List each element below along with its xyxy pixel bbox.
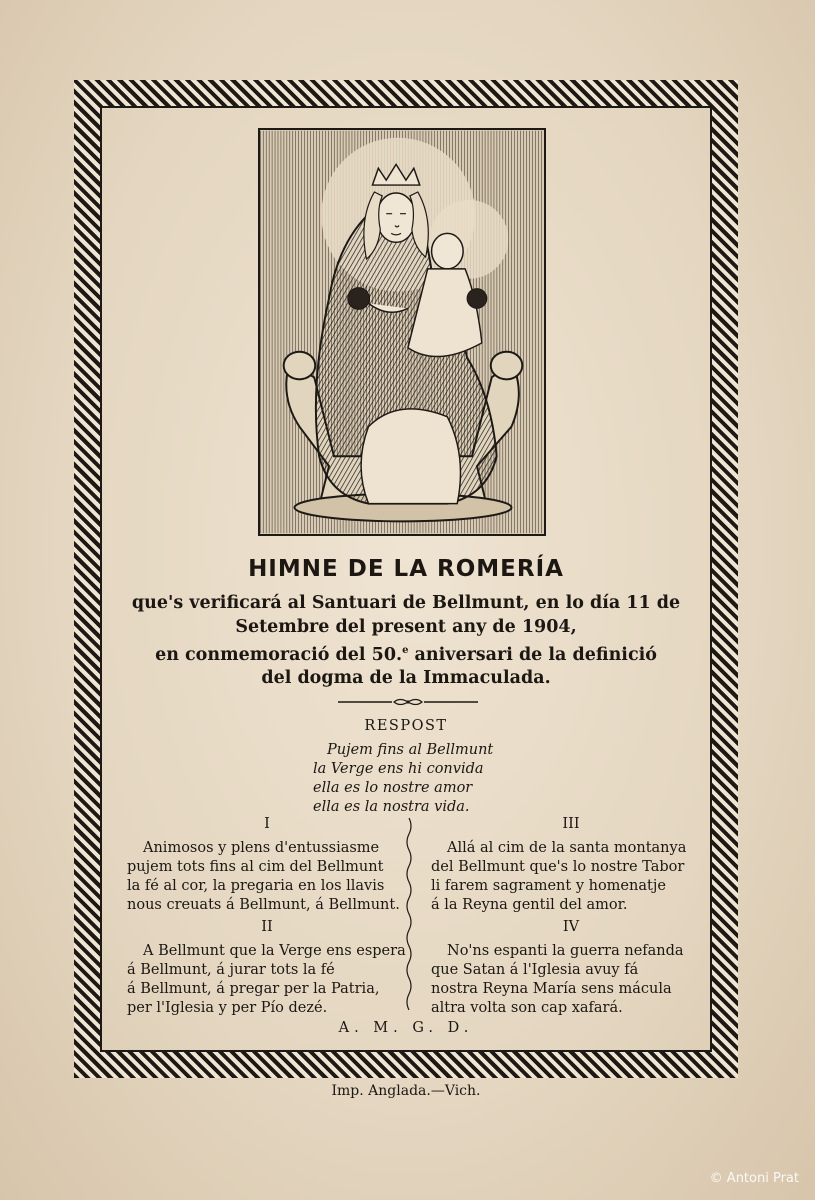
verse-line: nous creuats á Bellmunt, á Bellmunt. — [127, 897, 400, 913]
verse-number: III — [562, 816, 580, 832]
verse-line: á Bellmunt, á jurar tots la fé — [127, 962, 335, 978]
verse-line: nostra Reyna María sens mácula — [431, 981, 672, 997]
verse-line: No'ns espanti la guerra nefanda — [447, 943, 684, 959]
column-divider — [404, 818, 414, 1010]
verse-line: pujem tots fins al cim del Bellmunt — [127, 859, 384, 875]
respost-line: ella es la nostra vida. — [313, 799, 470, 815]
verse-line: Animosos y plens d'entussiasme — [143, 840, 380, 856]
subtitle-line-1: que's verificará al Santuari de Bellmunt, en lo día 11 de — [131, 593, 681, 613]
hymn-subtitle — [120, 592, 692, 691]
verse-line: li farem sagrament y homenatje — [431, 878, 666, 894]
verse-number: II — [261, 919, 273, 935]
subtitle-line-3: en conmemoració del 50.$^e$ aniversari de la definició — [155, 644, 657, 665]
respost-line: Pujem fins al Bellmunt — [327, 742, 494, 758]
verse-line: Allá al cim de la santa montanya — [447, 840, 687, 856]
subtitle-line-4: del dogma de la Immaculada. — [261, 668, 551, 689]
subtitle-line-2: Setembre del present any de 1904, — [235, 616, 577, 637]
verse-line: á Bellmunt, á pregar per la Patria, — [127, 981, 380, 997]
verse-II — [127, 918, 407, 1018]
verse-line: la fé al cor, la pregaria en los llavis — [127, 878, 385, 894]
printer-imprint: Imp. Anglada.—Vich. — [331, 1083, 481, 1099]
verse-line: altra volta son cap xafará. — [431, 1000, 623, 1016]
verse-IV — [431, 918, 711, 1018]
closing-initials: A. M. G. D. — [338, 1020, 474, 1036]
verse-number: IV — [562, 919, 580, 935]
verse-line: que Satan á l'Iglesia avuy fá — [431, 962, 639, 978]
respost-heading: RESPOST — [364, 718, 448, 734]
verse-number: I — [264, 816, 270, 832]
verse-line: A Bellmunt que la Verge ens espera — [143, 943, 406, 959]
virgin-and-child-engraving — [258, 128, 546, 536]
respost-refrain — [313, 741, 593, 817]
hymn-title: HIMNE DE LA ROMERÍA — [248, 556, 564, 582]
engraving-illustration — [260, 130, 544, 534]
copyright-watermark: © Antoni Prat — [709, 1171, 799, 1186]
respost-line: ella es lo nostre amor — [313, 780, 473, 796]
verse-line: del Bellmunt que's lo nostre Tabor — [431, 859, 685, 875]
verse-III — [431, 815, 711, 915]
verse-I — [127, 815, 407, 915]
respost-line: la Verge ens hi convida — [313, 761, 484, 777]
verse-line: á la Reyna gentil del amor. — [431, 897, 628, 913]
verse-line: per l'Iglesia y per Pío dezé. — [127, 1000, 328, 1016]
ornament-divider — [338, 697, 478, 707]
